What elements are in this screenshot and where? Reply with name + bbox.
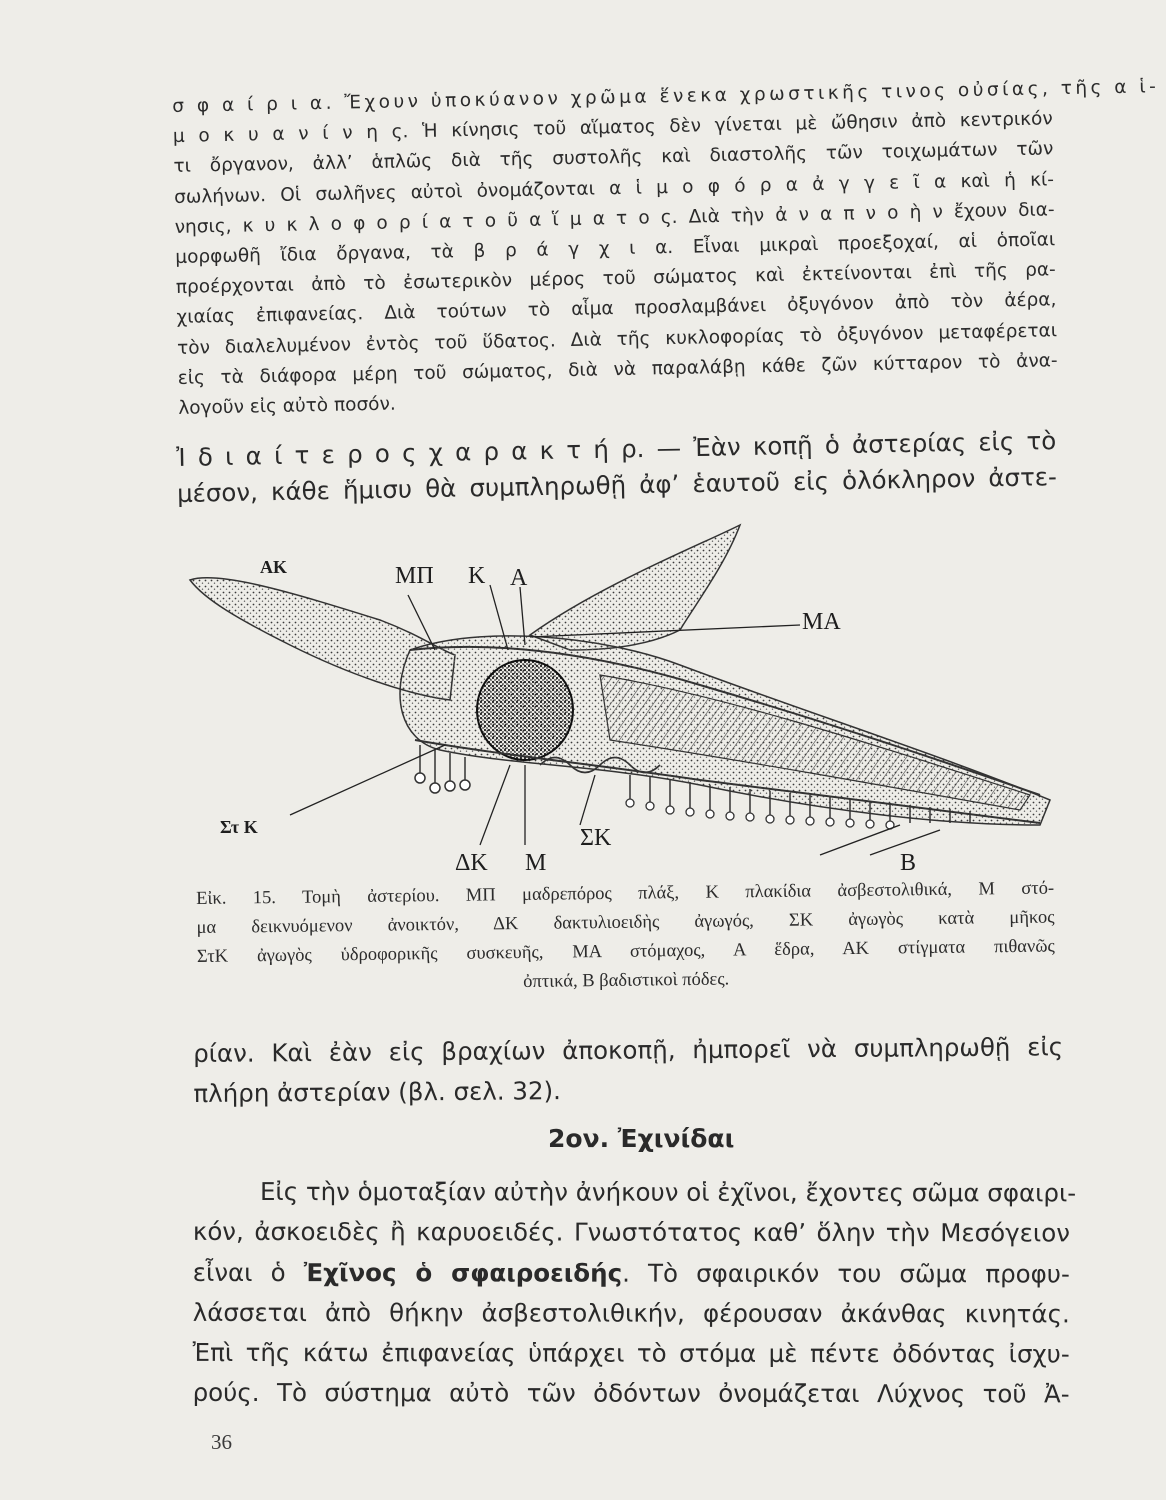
starfish-section-figure — [180, 525, 1070, 895]
upper-arm — [530, 525, 740, 650]
text-line: Εἰς τὴν ὁμοταξίαν αὐτὴν ἀνήκουν οἱ ἐχῖνοι, ἔχοντες σῶμα σφαιρι- — [259, 1177, 1077, 1208]
text-segment: . Τὸ σφαιρικόν του σῶμα προφυ- — [622, 1258, 1070, 1289]
paragraph-circulation — [172, 74, 1160, 424]
text-line: μέσον, κάθε ἥμισυ θὰ συμπληρωθῇ ἀφ’ ἑαυτοῦ εἰς ὁλόκληρον ἀστε- — [176, 462, 1058, 508]
caption-line: ΣτΚ ἀγωγὸς ὑδροφορικῆς συσκευῆς, ΜΑ στόμαχος, Α ἕδρα, ΑΚ στίγματα πιθανῶς — [196, 936, 1055, 967]
paragraph-regeneration — [193, 1027, 1064, 1114]
label-m: Μ — [525, 850, 547, 876]
label-mp: ΜΠ — [395, 563, 434, 589]
text-line: σωλήνων. Οἱ σωλῆνες αὐτοὶ ὀνομάζονται α ἱ μ ο φ ό ρ α ἀ γ γ ε ῖ α καὶ ἡ κί- — [173, 168, 1055, 208]
starfish-illustration — [180, 525, 1070, 895]
label-ma: ΜΑ — [802, 609, 841, 635]
text-line: νησις, κ υ κ λ ο φ ο ρ ί α τ ο ῦ α ἵ μ α τ ο ς. Διὰ τὴν ἀ ν α π ν ο ὴ ν ἔχουν δια- — [174, 199, 1055, 238]
text-line: πλήρη ἀστερίαν (βλ. σελ. 32). — [193, 1076, 561, 1108]
text-line: λάσσεται ἀπὸ θήκην ἀσβεστολιθικήν, φέρουσαν ἀκάνθας κινητάς. — [192, 1297, 1070, 1329]
label-k: Κ — [468, 563, 486, 589]
text-line: μ ο κ υ α ν ί ν η ς. Ἡ κίνησις τοῦ αἵματος δὲν γίνεται μὲ ὤθησιν ἀπὸ κεντρικόν — [172, 108, 1053, 148]
text-line: σ φ α ί ρ ι α. Ἔχουν ὑποκύανον χρῶμα ἕνεκα χρωστικῆς τινος οὐσίας, τῆς α ἱ- — [172, 76, 1160, 117]
caption-line: ὀπτικά, Β βαδιστικοὶ πόδες. — [523, 969, 730, 993]
text-line: προέρχονται ἀπὸ τὸ ἐσωτερικὸν μέρος τοῦ σώματος καὶ ἐκτείνονται ἐπὶ τῆς ρα- — [175, 259, 1056, 299]
text-line: τὸν διαλελυμένον ἐντὸς τοῦ ὕδατος. Διὰ τῆς κυκλοφορίας τὸ ὀξυγόνον μεταφέρεται — [176, 319, 1058, 359]
text-line: κόν, ἀσκοειδὲς ἢ καρυοειδές. Γνωστότατος καθ’ ὅλην τὴν Μεσόγειον — [192, 1217, 1070, 1248]
page-number: 36 — [211, 1430, 232, 1454]
label-stk: Στ Κ — [220, 817, 258, 837]
text-line: Ἐπὶ τῆς κάτω ἐπιφανείας ὑπάρχει τὸ στόμα μὲ πέντε ὀδόντας ἰσχυ- — [192, 1338, 1070, 1369]
paragraph-special-character — [176, 423, 1057, 512]
text-segment: εἶναι ὁ — [192, 1257, 304, 1287]
label-dk: ΔΚ — [455, 850, 488, 876]
text-line: ρίαν. Καὶ ἐὰν εἰς βραχίων ἀποκοπῇ, ἠμπορεῖ νὰ συμπληρωθῇ εἰς — [193, 1032, 1064, 1068]
label-a: Α — [510, 565, 528, 591]
figure-caption — [196, 875, 1055, 1001]
text-line: Ἰ δ ι α ί τ ε ρ ο ς χ α ρ α κ τ ή ρ. — Ἐὰν κοπῇ ὁ ἀστερίας εἰς τὸ — [176, 426, 1057, 472]
text-line: ρούς. Τὸ σύστημα αὐτὸ τῶν ὀδόντων ὀνομάζεται Λύχνος τοῦ Ἀ- — [192, 1378, 1070, 1409]
text-line: τι ὄργανον, ἀλλ’ ἁπλῶς διὰ τῆς συστολῆς καὶ διαστολῆς τῶν τοιχωμάτων τῶν — [173, 138, 1054, 178]
text-line: εἰς τὰ διάφορα μέρη τοῦ σώματος, διὰ νὰ παραλάβῃ κάθε ζῶν κύτταρον τὸ ἀνα- — [177, 350, 1058, 389]
label-b: Β — [900, 850, 917, 876]
text-line — [193, 1252, 1070, 1294]
stomach — [477, 660, 573, 760]
label-sk: ΣΚ — [580, 825, 612, 851]
species-name: Ἐχῖνος ὁ σφαιροειδής — [303, 1257, 623, 1288]
text-line: λογοῦν εἰς αὐτὸ ποσόν. — [178, 393, 396, 419]
label-ak: ΑΚ — [260, 557, 287, 577]
caption-line: Εἰκ. 15. Τομὴ ἀστερίου. ΜΠ μαδρεπόρος πλάξ, Κ πλακίδια ἀσβεστολιθικά, Μ στό- — [196, 878, 1055, 909]
text-line: χιαίας ἐπιφανείας. Διὰ τούτων τὸ αἷμα προσλαμβάνει ὀξυγόνον ἀπὸ τὸν ἀέρα, — [176, 289, 1057, 329]
paragraph-echinoids — [192, 1172, 1077, 1415]
caption-line: μα δεικνυόμενον ἀνοικτόν, ΔΚ δακτυλιοειδὴς ἀγωγός, ΣΚ ἀγωγὸς κατὰ μῆκος — [196, 907, 1055, 938]
section-heading: 2ον. Ἐχινίδαι — [548, 1124, 735, 1153]
text-line: μορφωθῆ ἴδια ὄργανα, τὰ β ρ ά γ χ ι α. Εἶναι μικραὶ προεξοχαί, αἱ ὁποῖαι — [175, 229, 1056, 268]
